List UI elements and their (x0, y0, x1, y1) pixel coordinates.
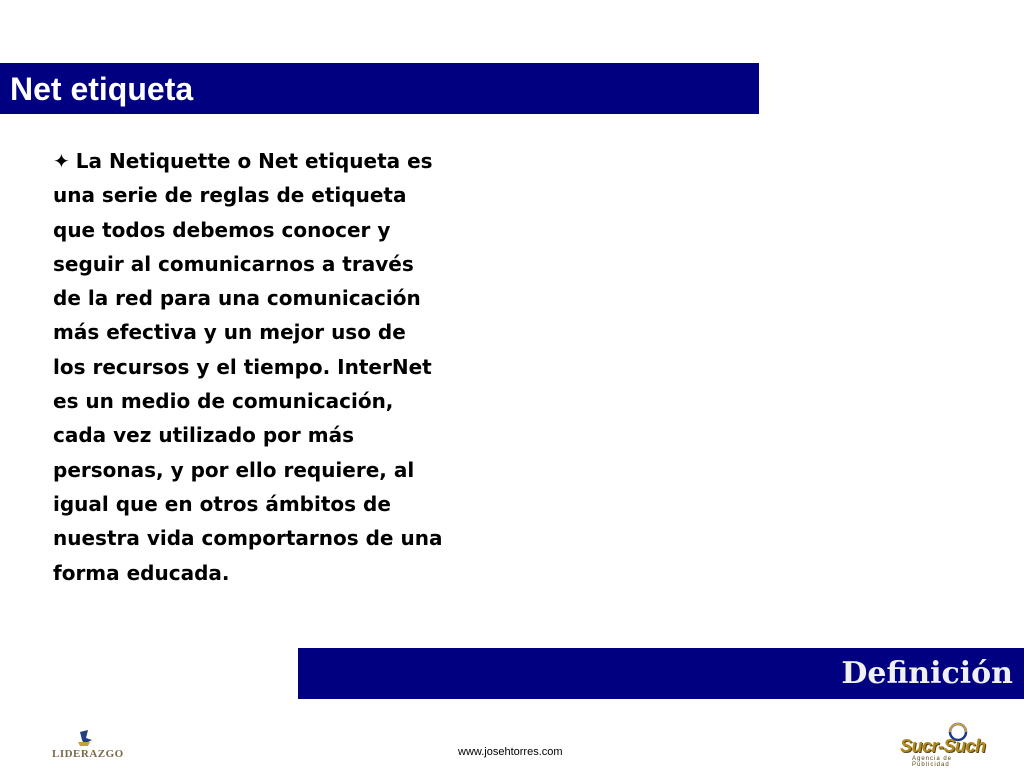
liderazgo-logo-text: LIDERAZGO (52, 748, 124, 760)
section-title: Definición (841, 656, 1013, 691)
title-bar (0, 63, 759, 114)
footer-bar (298, 648, 1024, 699)
sucr-such-logo-text: Sucr-Such (900, 736, 986, 756)
liderazgo-logo (48, 728, 124, 764)
bullet-star-icon: ✦ (53, 149, 70, 173)
sucr-such-tagline: Agencia de Publicidad (912, 756, 953, 768)
website-url: www.josehtorres.com (458, 746, 563, 758)
paragraph-text: La Netiquette o Net etiqueta es una serie de reglas de etiqueta que todos debemos conocer y seguir al comunicarnos a través de la red para una comunicación más efectiva y un mejor uso de los recursos y el tiempo. InterNet es un medio de comunicación, cada vez utilizado por más personas, y por ello requiere, al igual que en otros ámbitos de nuestra vida comportarnos de una forma educada. (53, 149, 443, 585)
sucr-such-logo (896, 722, 986, 766)
definition-paragraph (53, 144, 443, 590)
slide-title: Net etiqueta (10, 71, 194, 107)
